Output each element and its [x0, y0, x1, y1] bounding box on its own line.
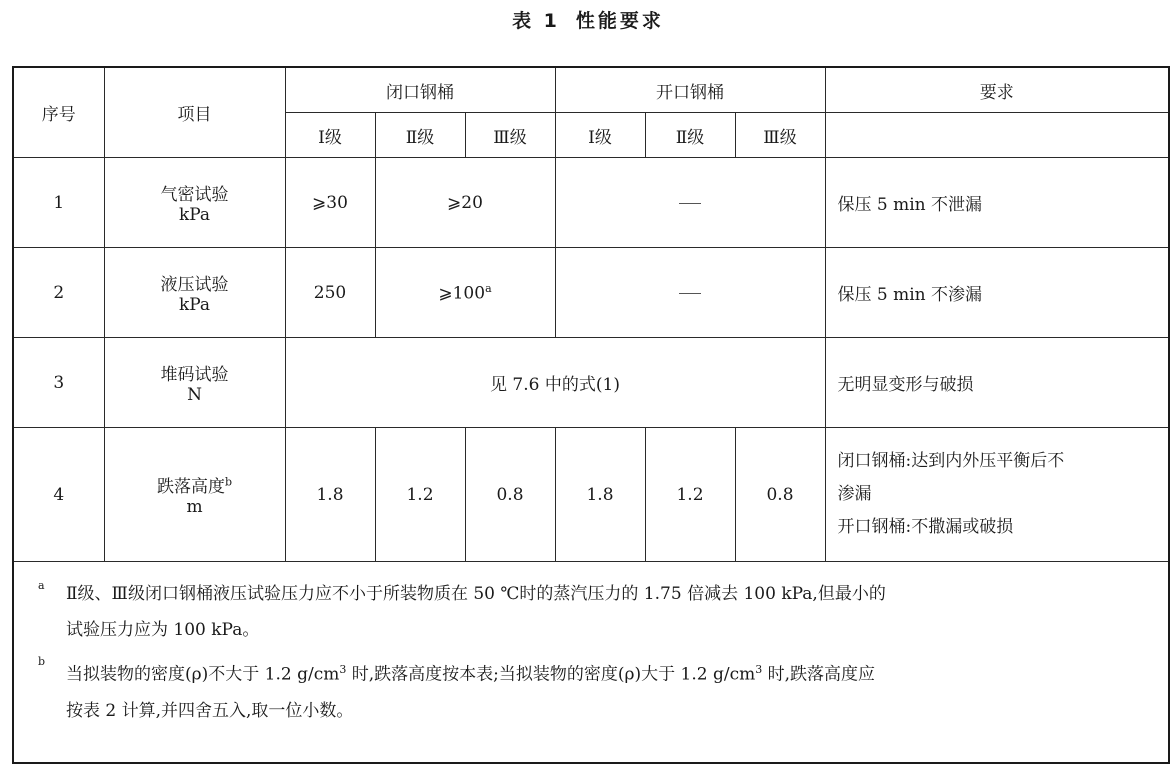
footnote-ref: a — [485, 281, 492, 295]
footnote-a — [30, 576, 1152, 648]
value-cell: 250 — [285, 248, 375, 338]
dash-mark — [679, 293, 701, 294]
item-cell — [104, 428, 285, 562]
item-cell — [104, 158, 285, 248]
footnote-line: 试验压力应为 100 kPa。 — [66, 620, 260, 640]
requirement-cell — [825, 428, 1169, 562]
dash-cell — [555, 248, 825, 338]
footnote-b — [30, 652, 1152, 729]
table-title — [0, 6, 1176, 33]
item-cell — [104, 338, 285, 428]
superscript: 3 — [339, 663, 347, 676]
value-cell: 1.8 — [555, 428, 645, 562]
grade-cell: Ⅲ级 — [465, 113, 555, 158]
item-name — [105, 472, 285, 497]
table-row — [13, 248, 1169, 338]
performance-table — [12, 66, 1170, 764]
requirement-cell: 保压 5 min 不渗漏 — [825, 248, 1169, 338]
grade-cell: Ⅰ级 — [555, 113, 645, 158]
item-name: 气密试验 — [160, 185, 229, 205]
grade-cell: Ⅱ级 — [375, 113, 465, 158]
requirement-cell: 保压 5 min 不泄漏 — [825, 158, 1169, 248]
footnote-line: 按表 2 计算,并四舍五入,取一位小数。 — [66, 700, 354, 721]
footnote-mark: a — [38, 579, 45, 592]
footnote-mark: b — [38, 655, 46, 668]
item-unit: kPa — [178, 295, 211, 315]
footnote-text: 时,跌落高度按本表;当拟装物的密度(ρ)大于 1.2 g/cm — [346, 664, 756, 685]
empty-cell — [825, 113, 1169, 158]
value-cell: ⩾30 — [285, 158, 375, 248]
header-item: 项目 — [104, 67, 285, 158]
footnote-line — [66, 652, 1152, 693]
requirement-line: 开口钢桶:不撒漏或破损 — [837, 517, 1014, 537]
merged-value-cell: 见 7.6 中的式(1) — [285, 338, 825, 428]
footnote-text: 当拟装物的密度(ρ)不大于 1.2 g/cm — [66, 664, 340, 685]
value-cell: 0.8 — [465, 428, 555, 562]
table-row — [13, 158, 1169, 248]
dash-cell — [555, 158, 825, 248]
header-closed-drum: 闭口钢桶 — [285, 67, 555, 113]
table-number: 表 1 — [512, 10, 560, 32]
requirement-line: 闭口钢桶:达到内外压平衡后不 — [837, 451, 1065, 471]
footnote-row — [13, 562, 1169, 764]
value-cell: 1.8 — [285, 428, 375, 562]
grade-cell: Ⅲ级 — [735, 113, 825, 158]
footnote-text: 时,跌落高度应 — [762, 664, 876, 685]
item-unit: N — [187, 385, 202, 405]
header-requirement: 要求 — [825, 67, 1169, 113]
footnote-line: Ⅱ级、Ⅲ级闭口钢桶液压试验压力应不小于所装物质在 50 ℃时的蒸汽压力的 1.75 倍减去 100 kPa,但最小的 — [66, 584, 886, 604]
table-caption: 性能要求 — [575, 10, 664, 32]
item-name-text: 跌落高度 — [156, 477, 225, 497]
grade-cell: Ⅱ级 — [645, 113, 735, 158]
grade-cell: Ⅰ级 — [285, 113, 375, 158]
seq-cell: 3 — [13, 338, 104, 428]
value-text: ⩾100 — [438, 283, 486, 304]
item-name: 液压试验 — [160, 275, 229, 295]
requirement-cell: 无明显变形与破损 — [825, 338, 1169, 428]
footnote-ref: b — [224, 475, 233, 489]
header-row-1 — [13, 67, 1169, 113]
item-unit: kPa — [178, 205, 211, 225]
header-seq: 序号 — [13, 67, 104, 158]
requirement-line: 渗漏 — [837, 484, 872, 504]
dash-mark — [679, 203, 701, 204]
item-name: 堆码试验 — [160, 365, 229, 385]
value-cell: ⩾20 — [375, 158, 555, 248]
seq-cell: 2 — [13, 248, 104, 338]
seq-cell: 4 — [13, 428, 104, 562]
seq-cell: 1 — [13, 158, 104, 248]
footnote-cell — [13, 562, 1169, 764]
table-row — [13, 338, 1169, 428]
value-cell: 1.2 — [645, 428, 735, 562]
item-unit: m — [186, 497, 203, 517]
header-open-drum: 开口钢桶 — [555, 67, 825, 113]
value-cell: 1.2 — [375, 428, 465, 562]
item-cell — [104, 248, 285, 338]
superscript: 3 — [755, 663, 763, 676]
value-cell — [375, 248, 555, 338]
table-row — [13, 428, 1169, 562]
value-cell: 0.8 — [735, 428, 825, 562]
